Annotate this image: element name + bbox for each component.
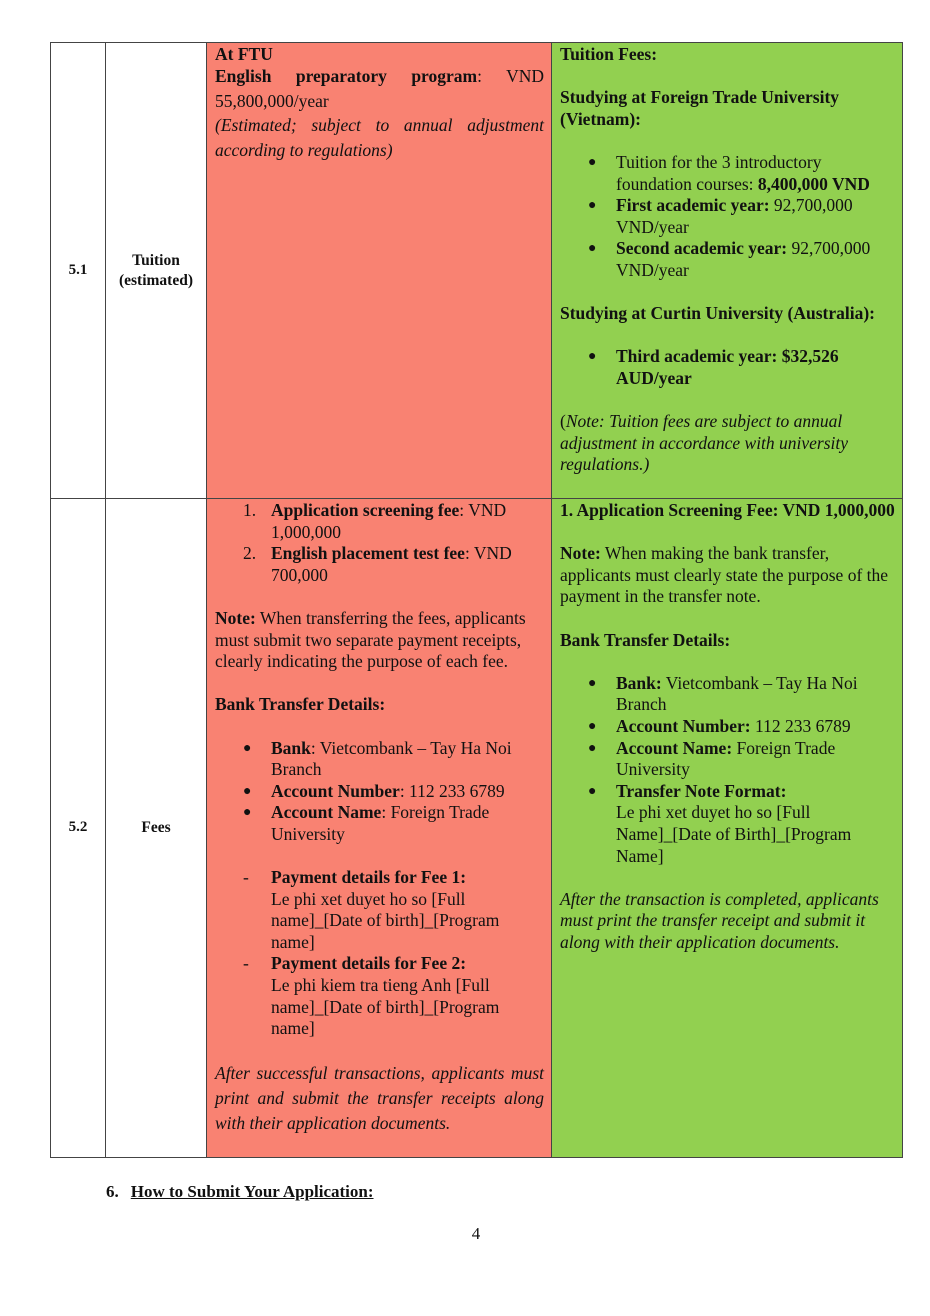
program-name: English preparatory program xyxy=(215,66,478,86)
program-amount: : VND 55,800,000/year xyxy=(215,66,544,111)
table-row-5-2 xyxy=(51,499,903,1158)
list-item: ● Account Number: 112 233 6789 xyxy=(588,715,851,736)
fee-list xyxy=(215,500,544,586)
section-6-heading xyxy=(106,1182,374,1202)
list-item: ● Bank: Vietcombank – Tay Ha Noi Branch xyxy=(588,672,858,715)
bank-details-heading: Bank Transfer Details: xyxy=(215,694,386,715)
bank-details-list xyxy=(560,673,895,867)
bullet-icon: ● xyxy=(588,349,597,365)
row-label-line2: (estimated) xyxy=(118,271,194,289)
list-item: ● Third academic year: $32,526 AUD/year xyxy=(588,346,839,388)
list-item: - Payment details for Fee 1: Le phi xet duyet ho so [Full name]_[Date of birth]_[Program name] xyxy=(243,867,500,952)
bullet-icon: ● xyxy=(588,241,597,257)
bank-details-heading: Bank Transfer Details: xyxy=(560,629,731,650)
bank-details-list xyxy=(215,738,544,846)
page-number: 4 xyxy=(471,1224,481,1243)
bullet-icon: ● xyxy=(588,783,597,799)
australia-tuition-list xyxy=(560,346,895,389)
list-item: ● Account Name: Foreign Trade University xyxy=(243,802,490,844)
row-number: 5.1 xyxy=(51,43,106,499)
list-item: ● Transfer Note Format: Le phi xet duyet ho so [Full Name]_[Date of Birth]_[Program Name] xyxy=(588,780,852,866)
list-item: ● Second academic year: 92,700,000 VND/year xyxy=(588,238,871,280)
screening-fee-cell xyxy=(552,499,903,1158)
bullet-icon: ● xyxy=(588,675,597,691)
list-item: ● Account Number: 112 233 6789 xyxy=(243,780,505,801)
list-item: ● Account Name: Foreign Trade University xyxy=(588,737,836,780)
cell-heading: At FTU xyxy=(215,44,273,64)
fee-note: Note: When transferring the fees, applicants must submit two separate payment receipts, clearly indicating the purpose of each fee. xyxy=(215,607,526,672)
bullet-icon: ● xyxy=(588,154,597,170)
bullet-icon: ● xyxy=(243,740,252,756)
program-fee xyxy=(215,64,544,113)
bullet-icon: ● xyxy=(243,805,252,821)
payment-details-list xyxy=(215,867,544,1040)
section-number: 6. xyxy=(106,1182,119,1201)
list-item: ● Bank: Vietcombank – Tay Ha Noi Branch xyxy=(243,737,512,780)
row-label-line1: Tuition xyxy=(132,251,180,269)
list-item: ● Tuition for the 3 introductory foundation courses: 8,400,000 VND xyxy=(588,151,870,194)
row-label: Fees xyxy=(106,499,207,1158)
estimate-note: (Estimated; subject to annual adjustment according to regulations) xyxy=(215,115,544,160)
table-row-5-1 xyxy=(51,43,903,499)
section-title: How to Submit Your Application: xyxy=(130,1182,374,1201)
bullet-icon: ● xyxy=(588,718,597,734)
tuition-fees-cell xyxy=(552,43,903,499)
vietnam-study-heading: Studying at Foreign Trade University (Vietnam): xyxy=(560,87,840,129)
list-item: 2. English placement test fee: VND 700,000 xyxy=(243,543,512,585)
fee-note: Note: When making the bank transfer, applicants must clearly state the purpose of the payment in the transfer note. xyxy=(560,543,889,607)
list-item: - Payment details for Fee 2: Le phi kiem tra tieng Anh [Full name]_[Date of birth]_[Program name] xyxy=(243,953,500,1039)
bullet-icon: ● xyxy=(588,198,597,214)
row-number: 5.2 xyxy=(51,499,106,1158)
ftu-program-cell xyxy=(207,43,552,499)
cell-heading: 1. Application Screening Fee: VND 1,000,000 xyxy=(560,500,895,520)
closing-instruction: After successful transactions, applicants must print and submit the transfer receipts along with their application documents. xyxy=(215,1063,544,1133)
bullet-icon: ● xyxy=(588,740,597,756)
australia-study-heading: Studying at Curtin University (Australia): xyxy=(560,303,876,324)
fees-detail-cell xyxy=(207,499,552,1158)
cell-heading: Tuition Fees: xyxy=(560,44,658,64)
tuition-note: (Note: Tuition fees are subject to annual adjustment in accordance with university regulations.) xyxy=(560,411,849,475)
list-item: 1. Application screening fee: VND 1,000,000 xyxy=(243,500,507,542)
row-label xyxy=(106,43,207,499)
admissions-info-table xyxy=(50,42,903,1158)
vietnam-tuition-list xyxy=(560,152,895,282)
closing-instruction: After the transaction is completed, applicants must print the transfer receipt and submit it along with their application documents. xyxy=(560,888,879,952)
bullet-icon: ● xyxy=(243,783,252,799)
list-item: ● First academic year: 92,700,000 VND/year xyxy=(588,195,853,237)
